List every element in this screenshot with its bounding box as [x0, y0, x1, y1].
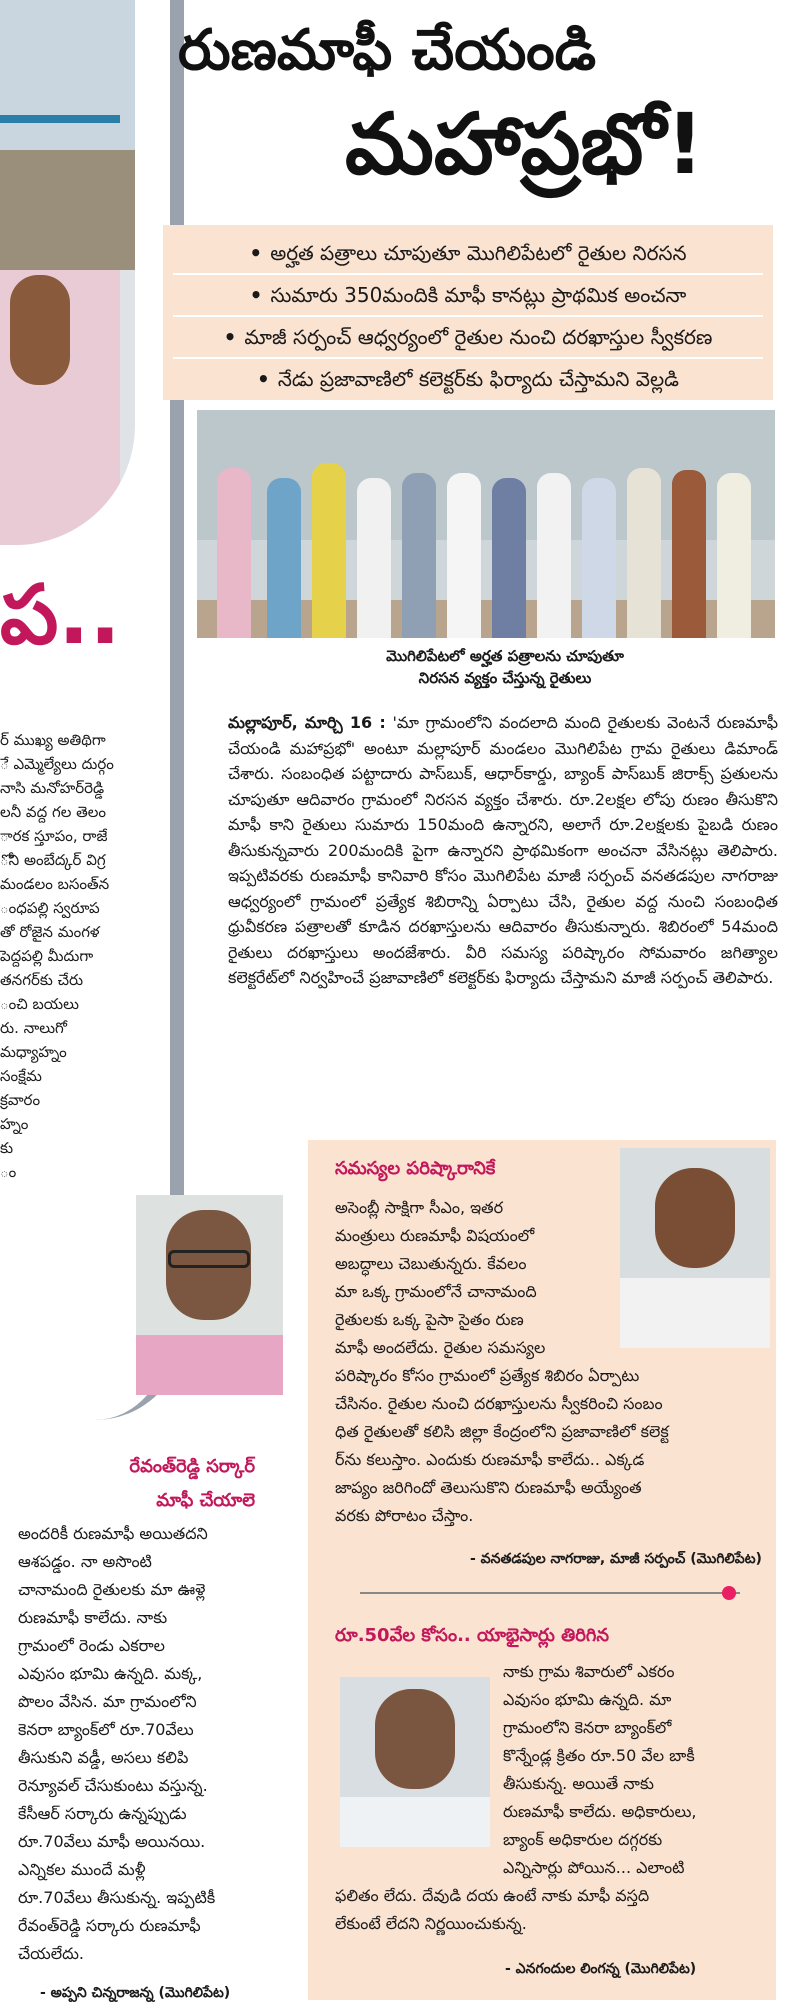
text-line: బ్యాంక్ అధికారుల దగ్గరకు	[503, 1830, 663, 1849]
quote2-text	[335, 1658, 755, 1938]
bullet-item: • మాజీ సర్పంచ్ ఆధ్వర్యంలో రైతుల నుంచి దరఖాస్తుల స్వీకరణ	[173, 317, 763, 359]
text-line: ఫలితం లేదు. దేవుడి దయ ఉంటే నాకు మాఫీ వస్తది	[335, 1886, 650, 1905]
text-line: సంక్షేమ	[0, 1067, 42, 1085]
text-line: అసెంబ్లీ సాక్షిగా సీఎం, ఇతర	[335, 1198, 504, 1217]
farmer-rajanna-photo	[136, 1195, 283, 1395]
text-line: ోని అంబేద్కర్ విగ్ర	[0, 851, 106, 869]
text-line: క్రవారం	[0, 1091, 41, 1109]
text-line: ంధపల్లి స్వరూప	[0, 899, 100, 917]
text-line: ఎన్నికల ముందే మళ్లీ	[18, 1860, 146, 1879]
bullet-box	[163, 225, 773, 400]
headline-line-2: మహాప్రభో!	[345, 95, 705, 193]
text-line: అబద్ధాలు చెబుతున్నరు. కేవలం	[335, 1254, 527, 1273]
text-line: రుణమాఫీ కాలేదు. నాకు	[18, 1608, 168, 1627]
text-line: గ్రామంలో రెండు ఎకరాల	[18, 1636, 165, 1655]
quote3-heading: రేవంత్‌రెడ్డి సర్కార్ మాఫీ చేయాలె	[129, 1456, 255, 1511]
text-line: ధిత రైతులతో కలిసి జిల్లా కేంద్రంలోని ప్రజావాణిలో కలెక్ట	[335, 1422, 669, 1441]
quote2-signature: - ఎనగందుల లింగన్న (మొగిలిపేట)	[505, 1961, 697, 1977]
text-line: చేయలేదు.	[18, 1944, 84, 1963]
text-line: మాఫీ అందలేదు. రైతుల సమస్యల	[335, 1338, 546, 1357]
text-line: మంత్రులు రుణమాఫీ విషయంలో	[335, 1226, 535, 1245]
dateline: మల్లాపూర్, మార్చి 16 :	[228, 713, 386, 732]
text-line: నాకు గ్రామ శివారులో ఎకరం	[503, 1662, 675, 1681]
text-line: కొన్నేండ్ల క్రితం రూ.50 వేల బాకీ	[503, 1746, 695, 1765]
text-line: తీసుకుని వడ్డీ, అసలు కలిపి	[18, 1748, 189, 1767]
quote1-signature: - వనతడపుల నాగరాజు, మాజీ సర్పంచ్ (మొగిలిపేట)	[470, 1551, 762, 1567]
divider-dot	[722, 1586, 736, 1600]
quote3-signature: - అప్పని చిన్నరాజన్న (మొగిలిపేట)	[40, 1985, 231, 2001]
text-line: హ్నం	[0, 1115, 29, 1133]
left-column-text	[0, 728, 150, 1184]
photo-caption: మొగిలిపేటలో అర్హత పత్రాలను చూపుతూ నిరసన వ్యక్తం చేస్తున్న రైతులు	[386, 647, 624, 687]
quote1-heading: సమస్యల పరిష్కారానికే	[335, 1158, 496, 1179]
text-line: ే ఎమ్మెల్యేలు దుర్గం	[0, 755, 114, 773]
text-line: కెనరా బ్యాంక్‌లో రూ.70వేలు	[18, 1720, 194, 1739]
text-line: కు	[0, 1139, 14, 1157]
text-line: అందరికీ రుణమాఫీ అయితదని	[18, 1524, 208, 1543]
text-line: ఎవుసం భూమి ఉన్నది. మా	[503, 1690, 672, 1709]
text-line: మండలం బసంత్‌న	[0, 875, 110, 893]
quote2-heading: రూ.50వేల కోసం.. యాభైసార్లు తిరిగిన	[335, 1625, 610, 1646]
text-line: పరిష్కారం కోసం గ్రామంలో ప్రత్యేక శిబిరం ఏర్పాటు	[335, 1366, 640, 1385]
text-line: ర్‌ను కలుస్తాం. ఎందుకు రుణమాఫీ కాలేదు.. ఎక్కడ	[335, 1450, 645, 1469]
text-line: లేకుంటే లేదని నిర్ణయించుకున్న.	[335, 1914, 527, 1933]
bullet-item: • నేడు ప్రజావాణిలో కలెక్టర్‌కు ఫిర్యాదు చేస్తామని వెల్లడి	[257, 367, 679, 391]
left-headline-fragment: ప..	[0, 568, 121, 663]
text-line: వరకు పోరాటం చేస్తాం.	[335, 1506, 474, 1525]
quote3-text	[18, 1520, 288, 1968]
bullet-item: • సుమారు 350మందికి మాఫీ కానట్లు ప్రాథమిక అంచనా	[173, 275, 763, 317]
text-line: ంచి బయలు	[0, 995, 79, 1013]
text-line: గ్రామంలోని కెనరా బ్యాంక్‌లో	[503, 1718, 672, 1737]
divider	[360, 1592, 740, 1594]
text-line: రు. నాలుగో	[0, 1019, 67, 1037]
text-line: నాసి మనోహర్‌రెడ్డి	[0, 779, 105, 797]
body-text: 'మా గ్రామంలోని వందలాది మంది రైతులకు వెంటనే రుణమాఫీ చేయండి మహాప్రభో' అంటూ మల్లాపూర్ మండలం మొగిలిపేట గ్రామ రైతులు డిమాండ్ చేశారు. సంబంధిత పట్టాదారు పాస్‌బుక్, ఆధార్‌కార్డు, బ్యాంక్ పాస్‌బుక్ జిరాక్స్ ప్రతులను చూపుతూ ఆదివారం గ్రామంలో నిరసన వ్యక్తం చేశారు. రూ.2లక్షల లోపు రుణం తీసుకొని మాఫీ కాని రైతులు సుమారు 150మంది ఉన్నారని, అలాగే రూ.2లక్షలకు పైబడి రుణం తీసుకున్నవారు 200మందికి పైగా ఉన్నారని ప్రాథమికంగా అంచనా వేసినట్లు తెలిపారు. ఇప్పటివరకు రుణమాఫీ కానివారి కోసం మొగిలిపేట మాజీ సర్పంచ్ వనతడపుల నాగరాజు ఆధ్వర్యంలో గ్రామంలో ప్రత్యేక శిబిరాన్ని ఏర్పాటు చేసి, రైతుల వద్ద నుంచి సంబంధిత ధ్రువీకరణ పత్రాలతో కూడిన దరఖాస్తులను ఆదివారం తీసుకున్నారు. శిబిరంలో 54మంది రైతులు దరఖాస్తులు అందజేశారు. వీరి సమస్య పరిష్కారం సోమవారం జగిత్యాల కలెక్టరేట్‌లో నిర్వహించే ప్రజావాణిలో కలెక్టర్‌కు ఫిర్యాదు చేస్తామని మాజీ సర్పంచ్ తెలిపారు.	[228, 713, 778, 987]
text-line: కేసీఆర్ సర్కారు ఉన్నప్పుడు	[18, 1804, 187, 1823]
text-line: మధ్యాహ్నం	[0, 1043, 67, 1061]
text-line: ఎన్నిసార్లు పోయిన... ఎలాంటి	[503, 1858, 685, 1877]
text-line: జాప్యం జరిగిందో తెలుసుకొని రుణమాఫీ అయ్యేంత	[335, 1478, 642, 1497]
text-line: లనీ వద్ద గల తెలం	[0, 803, 107, 821]
text-line: ర్ ముఖ్య అతిథిగా	[0, 731, 106, 749]
headline-line-1: రుణమాఫీ చేయండి	[178, 18, 597, 83]
text-line: రూ.70వేలు మాఫీ అయినయి.	[18, 1832, 206, 1851]
text-line: రుణమాఫీ కాలేదు. అధికారులు,	[503, 1802, 697, 1821]
text-line: చేసినం. రైతుల నుంచి దరఖాస్తులను స్వీకరించి సంబం	[335, 1394, 663, 1413]
farmers-protest-photo	[197, 410, 775, 638]
text-line: మా ఒక్క గ్రామంలోనే చానామంది	[335, 1282, 537, 1301]
text-line: ారక స్తూపం, రాజే	[0, 827, 108, 845]
text-line: రేవంత్‌రెడ్డి సర్కారు రుణమాఫీ	[18, 1916, 201, 1935]
text-line: చానామంది రైతులకు మా ఊళ్లె	[18, 1580, 206, 1599]
text-line: రెన్యూవల్ చేసుకుంటు వస్తున్న.	[18, 1776, 208, 1795]
text-line: తో రోజైన మంగళ	[0, 923, 100, 941]
text-line: ఎవుసం భూమి ఉన్నది. మక్క,	[18, 1664, 203, 1683]
quote1-text	[335, 1194, 755, 1530]
text-line: ఆశపడ్డం. నా అసొంటి	[18, 1552, 152, 1571]
text-line: పొలం వేసిన. మా గ్రామంలోని	[18, 1692, 197, 1711]
text-line: తీసుకున్న. అయితే నాకు	[503, 1774, 654, 1793]
article-body	[228, 710, 778, 991]
text-line: తనగర్‌కు చేరు	[0, 971, 84, 989]
text-line: రైతులకు ఒక్క పైసా సైతం రుణ	[335, 1310, 524, 1329]
bullet-item: • అర్హత పత్రాలు చూపుతూ మొగిలిపేటలో రైతుల నిరసన	[173, 233, 763, 275]
text-line: ం	[0, 1163, 17, 1181]
text-line: రూ.70వేలు తీసుకున్న. ఇప్పటికీ	[18, 1888, 216, 1907]
text-line: పెద్దపల్లి మీదుగా	[0, 947, 94, 965]
